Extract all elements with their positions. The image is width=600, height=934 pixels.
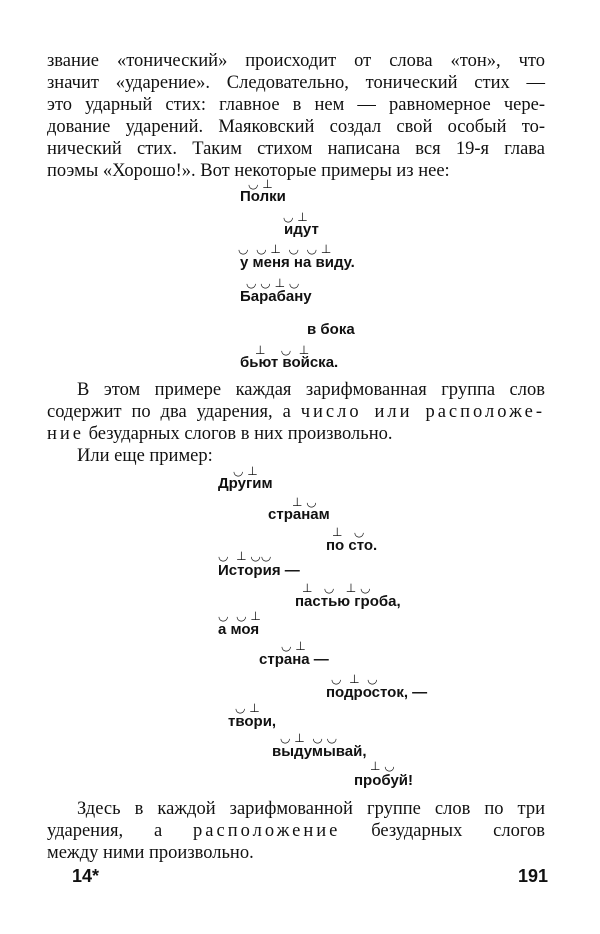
plain-text: ударения, а <box>47 821 194 841</box>
paragraph-1-line: поэмы «Хорошо!». Вот некоторые примеры из нее: <box>47 161 450 181</box>
stress-marks: ◡ ◡ ⊥ ◡ <box>246 276 300 290</box>
plain-text: безударных слогов в них произвольно. <box>84 424 393 444</box>
stress-marks: ◡ ⊥ <box>235 701 260 715</box>
poem-line: страна — <box>259 651 329 668</box>
paragraph-4-line: между ними произвольно. <box>47 843 254 863</box>
stress-marks: ⊥ ◡ <box>292 495 317 509</box>
poem-line: идут <box>284 221 319 238</box>
paragraph-2-line <box>47 423 545 445</box>
poem-line: твори, <box>228 713 277 730</box>
paragraph-1-line: звание «тонический» происходит от слова «тон», что <box>47 51 545 71</box>
poem-line: История — <box>218 562 300 579</box>
stress-marks: ⊥ ◡ ⊥ ◡ <box>302 581 371 595</box>
poem-line: пробуй! <box>354 772 414 789</box>
signature-mark: 14* <box>72 866 100 886</box>
spaced-text: число или расположе- <box>300 402 545 422</box>
poem-line: подросток, — <box>326 684 428 701</box>
poem-line: в бока <box>307 321 355 338</box>
paragraph-2-line <box>47 401 545 423</box>
poem-line: а моя <box>218 621 260 638</box>
spaced-text: расположение <box>193 821 341 841</box>
stress-marks: ◡ ⊥ <box>233 464 258 478</box>
plain-text: содержит по два ударения, а <box>47 402 301 422</box>
poem-line: пастью гроба, <box>295 593 401 610</box>
plain-text: безударных слогов <box>340 821 545 841</box>
stress-marks: ⊥ ◡ <box>332 525 365 539</box>
paragraph-2-line: В этом примере каждая зарифмованная группа слов <box>77 380 545 400</box>
poem-line: Другим <box>218 475 273 492</box>
poem-line: странам <box>268 506 330 523</box>
paragraph-1-line: значит «ударение». Следовательно, тонический стих — <box>47 73 545 93</box>
poem-line: у меня на виду. <box>240 254 355 271</box>
paragraph-1-line: это ударный стих: главное в нем — равномерное чере- <box>47 95 545 115</box>
paragraph-4-line <box>47 820 545 842</box>
stress-marks: ⊥ ◡ ⊥ <box>255 343 310 357</box>
poem-line: Полки <box>240 188 286 205</box>
stress-marks: ◡ ⊥ ◡ ◡ <box>280 731 338 745</box>
paragraph-1-line: нический стих. Таким стихом написана вся 19-я глава <box>47 139 545 159</box>
poem-line: бьют войска. <box>240 354 339 371</box>
stress-marks: ◡ ◡ ⊥ <box>218 609 261 623</box>
paragraph-3: Или еще пример: <box>77 446 213 466</box>
poem-line: выдумывай, <box>272 743 367 760</box>
page-number: 191 <box>518 866 549 886</box>
poem-line: Барабану <box>240 288 312 305</box>
stress-marks: ◡ ⊥ <box>248 177 273 191</box>
stress-marks: ◡ ◡ ⊥ ◡ ◡ ⊥ <box>238 242 332 256</box>
stress-marks: ◡ ⊥ ◡ <box>331 672 378 686</box>
paragraph-1-line: дование ударений. Маяковский создал свой особый то- <box>47 117 545 137</box>
stress-marks: ⊥ ◡ <box>370 759 395 773</box>
stress-marks: ◡ ⊥ ◡◡ <box>218 549 272 563</box>
stress-marks: ◡ ⊥ <box>281 639 306 653</box>
poem-line: по сто. <box>326 537 378 554</box>
spaced-text: ние <box>47 424 85 444</box>
stress-marks: ◡ ⊥ <box>283 210 308 224</box>
paragraph-4-line: Здесь в каждой зарифмованной группе слов по три <box>77 799 545 819</box>
